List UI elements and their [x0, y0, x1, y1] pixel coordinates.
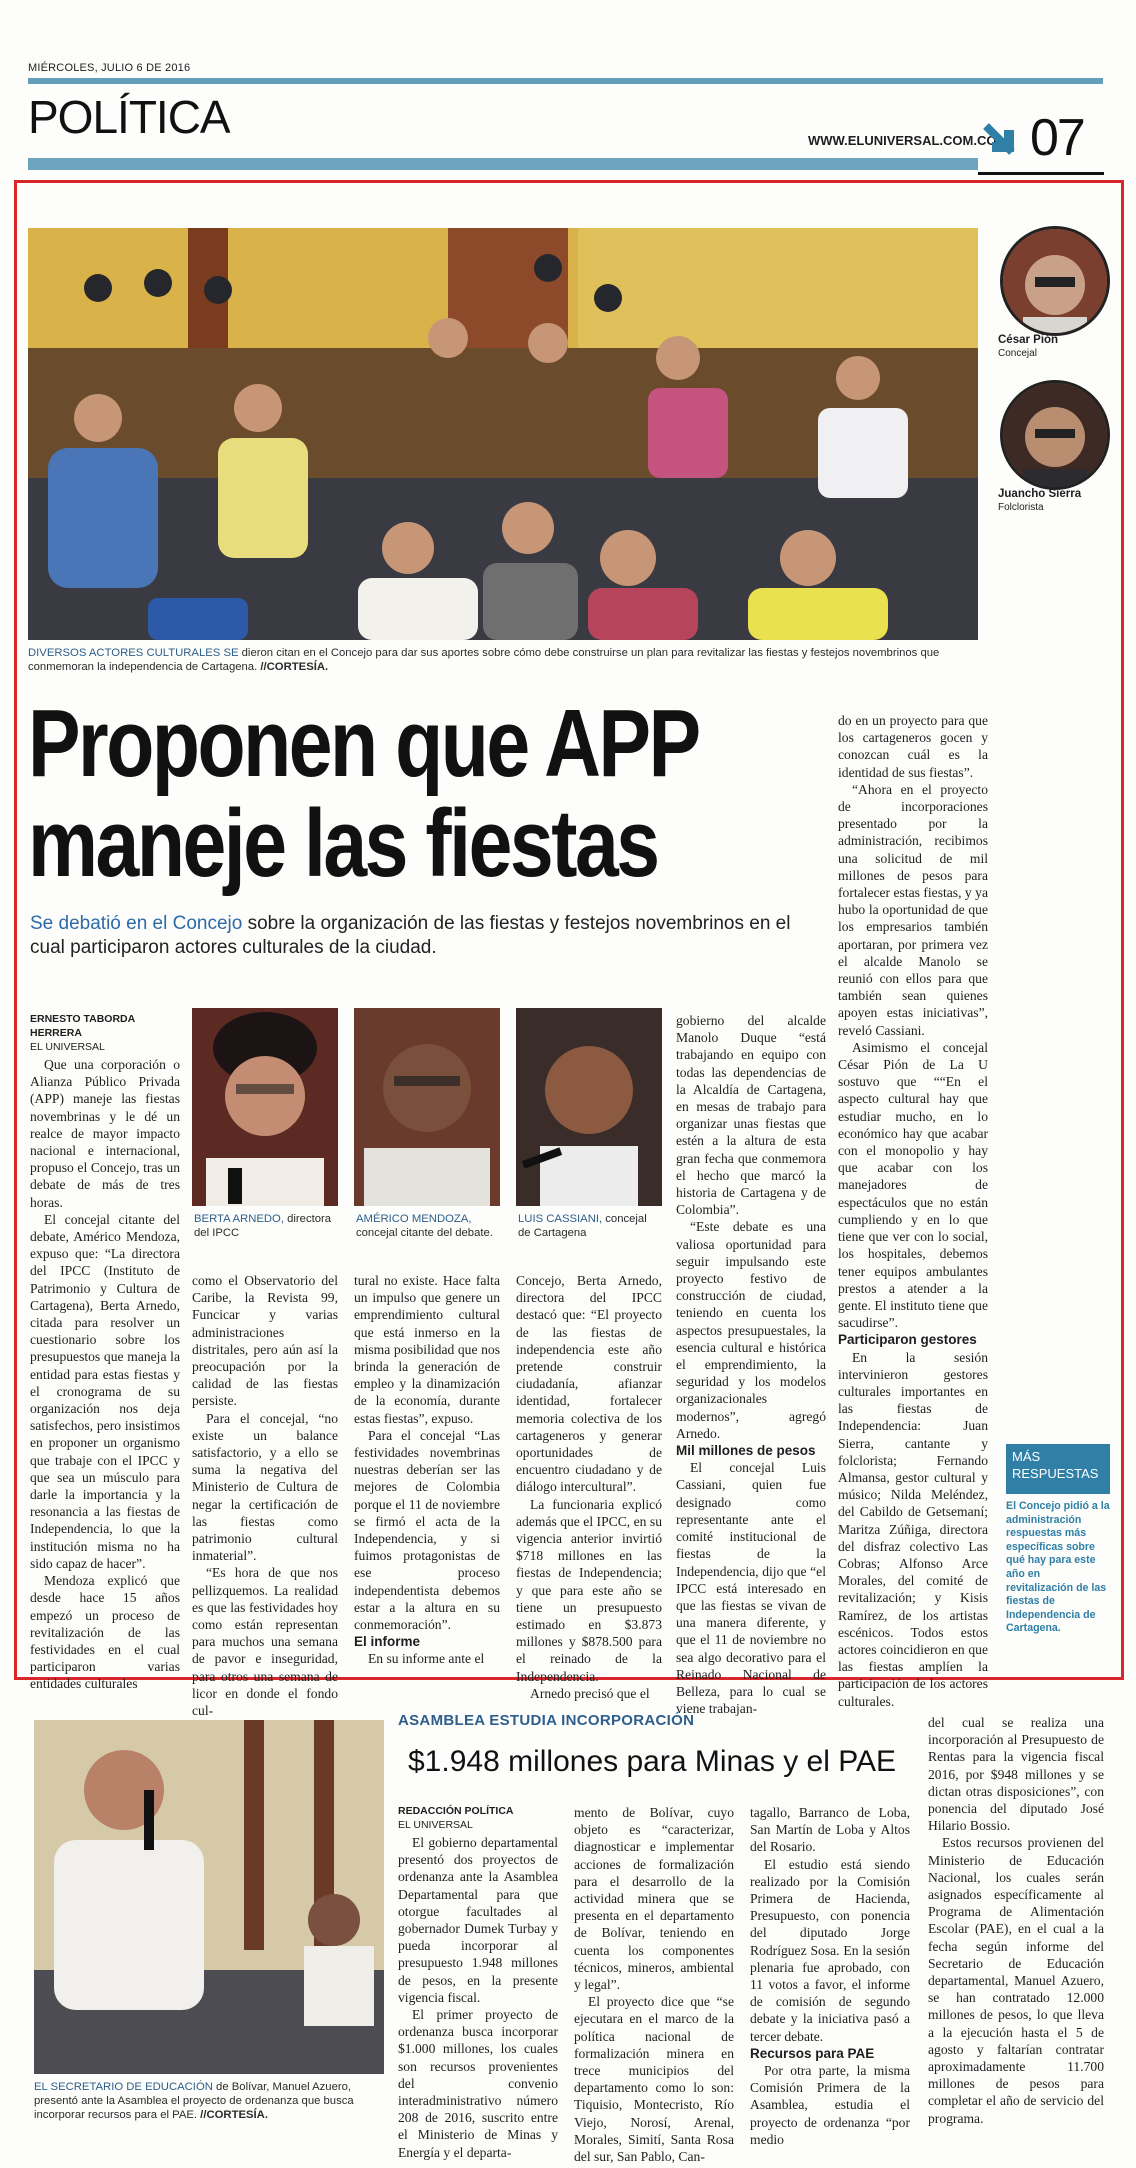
paragraph: tural no existe. Hace falta un impulso que genere un emprendimiento cultural que está inmerso en la misma posibilidad que nos brinda la generación de empleo y la dinamización de la economía, durante estas fiestas”, expuso.	[354, 1273, 500, 1426]
top-photo	[28, 228, 978, 640]
paragraph: Arnedo precisó que el	[530, 1685, 650, 1701]
paragraph: El primer proyecto de ordenanza busca incorporar $1.000 millones, los cuales son recursos provenientes del convenio interadministrativo número 208 de 2016, suscrito entre el Ministerio de Minas y Energía y el departa-	[398, 2007, 558, 2160]
subheading: El informe	[354, 1634, 421, 1650]
second-column-4	[928, 1714, 1104, 2127]
top-photo-caption	[28, 646, 978, 674]
portrait-role: concejal de Cartagena	[518, 1213, 647, 1239]
portrait-caption-3	[518, 1212, 662, 1240]
deck-lead: Se debatió en el Concejo	[30, 913, 243, 934]
portrait-berta-arnedo	[192, 1008, 338, 1206]
article-deck	[30, 912, 830, 960]
article-column-3	[354, 1272, 500, 1668]
caption-credit: //CORTESÍA.	[197, 2109, 268, 2121]
portrait-luis-cassiani	[516, 1008, 662, 1206]
paragraph: Por otra parte, la misma Comisión Primera de la Asamblea, estudia el proyecto de ordenanza “por medio	[750, 2063, 910, 2147]
headline-line-1: Proponen que APP	[28, 690, 699, 797]
sidebar-portrait-2	[1000, 380, 1110, 490]
article-column-5	[676, 1012, 826, 1717]
deck-text: sobre la organización de las fiestas y festejos novembrinos en el cual participaron actores culturales de la ciudad.	[30, 913, 791, 958]
paragraph: Estos recursos provienen del Ministerio de Educación Nacional, los cuales serán asignados específicamente al Programa de Alimentación Escolar (PAE), en el cual a la fecha según informe del Secretario de Educación departamental, Manuel Azuero, se han contratado 12.000 millones de pesos, lo que lleva a la ejecución hasta el 5 de agosto y faltarían contratar aproximadamente 11.700 millones de pesos para completar el año de servicio del programa.	[928, 1835, 1104, 2126]
sidebar-person-role-2: Folclorista	[998, 502, 1044, 513]
subheading: Recursos para PAE	[750, 2045, 875, 2061]
article-column-1	[30, 1012, 180, 1693]
outlet: EL UNIVERSAL	[30, 1041, 105, 1053]
portrait-illustration	[192, 1008, 338, 1206]
paragraph: mento de Bolívar, cuyo objeto es “caracterizar, diagnosticar e implementar acciones de formalización para el desarrollo de la actividad minera que se presenta en el departamento de Bolívar, teniendo en cuenta los componentes técnicos, mineros, ambiental y legal”.	[574, 1805, 734, 1993]
paragraph: El gobierno departamental presentó dos proyectos de ordenanza ante la Asamblea Departamental para que otorgue facultades al gobernador Dumek Turbay y pueda incorporar al presupuesto 1.948 millones de pesos, en la presente vigencia fiscal.	[398, 1835, 558, 2005]
more-answers-title-1: MÁS	[1012, 1449, 1041, 1464]
paragraph: El concejal Luis Cassiani, quien fue designado como representante ante el comité institucional de fiestas de la Independencia, dijo que “el IPCC está interesado en que las fiestas se vivan de una manera diferente, y que el 11 de noviembre no sea algo decorativo para el Reinado Nacional de Belleza, para lo cual se viene trabajan-	[676, 1460, 826, 1717]
portrait-caption-2	[356, 1212, 500, 1240]
second-byline: REDACCIÓN POLÍTICA	[398, 1805, 514, 1817]
paragraph: Concejo, Berta Arnedo, directora del IPCC destacó que: “El proyecto de las fiestas de independencia este año pretende construir ciudadanía, afianzar identidad, fortalecer memoria colectiva de los cartageneros y generar oportunidades de encuentro ciudadano y de diálogo intercultural”.	[516, 1273, 662, 1495]
portrait-role: concejal citante del debate.	[356, 1227, 493, 1239]
portrait-name: LUIS CASSIANI,	[518, 1213, 603, 1225]
sidebar-person-role-1: Concejal	[998, 348, 1037, 359]
portrait-illustration	[1003, 229, 1107, 333]
subheading: Participaron gestores	[838, 1332, 977, 1348]
caption-lead: DIVERSOS ACTORES CULTURALES SE	[28, 647, 239, 659]
second-column-1	[398, 1804, 558, 2161]
portrait-americo-mendoza	[354, 1008, 500, 1206]
portrait-illustration	[354, 1008, 500, 1206]
more-answers-title-2: RESPUESTAS	[1012, 1466, 1099, 1481]
second-kicker: ASAMBLEA ESTUDIA INCORPORACIÓN	[398, 1712, 695, 1729]
second-photo-caption	[34, 2080, 386, 2122]
paragraph: En la sesión intervinieron gestores culturales importantes en las fiestas de Independencia: Juan Sierra, cantante y folclorista; Fernando Almansa, gestor cultural y músico; Nilda Meléndez, del Cabildo de Getsemaní; Maritza Zúñiga, directora del disfraz colectivo Las Cobras; Alfonso Arce Morales, del comité de revitalización; y Kisis Ramírez, de los artistas escénicos. Todos estos actores coincidieron en que las fiestas amplíen la participación de los actores culturales.	[838, 1349, 988, 1709]
subheading: Mil millones de pesos	[676, 1443, 816, 1459]
portrait-role: directora del IPCC	[194, 1213, 332, 1239]
paragraph: como el Observatorio del Caribe, la Revista 99, Funcicar y varias administraciones distritales, pero aún así la preocupación por la calidad de las fiestas persiste.	[192, 1273, 338, 1409]
paragraph: El estudio está siendo realizado por la Comisión Primera de Hacienda, Presupuesto, con ponencia del diputado Jorge Rodríguez Sosa. En la sesión plenaria fue aprobado, con 11 votos a favor, el informe de comisión de segundo debate y la iniciativa pasó a tercer debate.	[750, 1856, 910, 2044]
article-column-6	[838, 712, 988, 1710]
sidebar-person-name-1: César Pión	[998, 334, 1059, 346]
more-answers-box	[1006, 1444, 1110, 1494]
paragraph: En su informe ante el	[368, 1651, 485, 1667]
paragraph: del cual se realiza una incorporación al Presupuesto de Rentas para la vigencia fiscal 2016, por $948 millones y se dictan otras disposiciones”, con ponencia del diputado José Hilario Bossio.	[928, 1715, 1104, 1834]
caption-credit: //CORTESÍA.	[257, 661, 329, 673]
paragraph: El proyecto dice que “se ejecutara en el marco de la política nacional de formalización minera en trece municipios del departamento como lo son: Tiquisio, Montecristo, Río Viejo, Norosí, Arenal, Morales, Simití, Santa Rosa del sur, San Pablo, Can-	[574, 1994, 734, 2165]
paragraph: gobierno del alcalde Manolo Duque “está trabajando en equipo con todas las dependencias de la Alcaldía de Cartagena, en mesas de trabajo para organizar unas fiestas que estén a la altura de esta gran fecha que conmemora el hecho que marcó la historia de Cartagena y de Colombia”.	[676, 1013, 826, 1218]
caption-text: dieron citan en el Concejo para dar sus aportes sobre cómo debe construirse un plan para revitalizar las fiestas y festejos novembrinos que conmemoran la independencia de Cartagena.	[28, 647, 940, 673]
paragraph: Para el concejal “Las festividades novembrinas nuestras deberían ser las mejores de Colombia porque el 11 de noviembre se firmó el acta de la Independencia, y si fuimos protagonistas de ese proceso independentista debemos estar a la altura en su conmemoración”.	[354, 1427, 500, 1633]
second-column-2	[574, 1804, 734, 2165]
article-column-2	[192, 1272, 338, 1719]
portrait-illustration	[1003, 383, 1107, 487]
page-number-box	[978, 109, 1104, 175]
portrait-caption-1	[194, 1212, 338, 1240]
portrait-name: AMÉRICO MENDOZA,	[356, 1213, 472, 1225]
paragraph: La funcionaria explicó además que el IPCC, en su vigencia anterior invirtió $718 millones en las fiestas de Independencia; y que para este año se tiene un presupuesto estimado en $3.873 millones y $878.500 para el reinado de la Independencia.	[516, 1496, 662, 1684]
caption-lead: EL SECRETARIO DE EDUCACIÓN	[34, 2081, 213, 2093]
article-column-4	[516, 1272, 662, 1702]
paragraph: tagallo, Barranco de Loba, San Martín de Loba y Altos del Rosario.	[750, 1805, 910, 1855]
paragraph: “Este debate es una valiosa oportunidad para seguir impulsando este proyecto festivo de construcción de ciudad, teniendo en cuenta los aspectos presupuestales, la esencia cultural e histórica el emprendimiento, la seguridad y los modelos organizacionales modernos”, agregó Arnedo.	[676, 1219, 826, 1441]
second-photo	[34, 1720, 384, 2074]
sidebar-person-name-2: Juancho Sierra	[998, 488, 1082, 500]
more-answers-text: El Concejo pidió a la administración respuestas más específicas sobre qué hay para este año en revitalización de las fiestas de Independencia de Cartagena.	[1006, 1500, 1110, 1635]
sidebar-portrait-1	[1000, 226, 1110, 336]
paragraph: Mendoza explicó que desde hace 15 años empezó un proceso de revitalización de las festividades en el cual participaron varias entidades culturales	[30, 1573, 180, 1692]
caption-text: de Bolívar, Manuel Azuero, presentó ante la Asamblea el proyecto de ordenanza que busca incorporar recursos para el PAE.	[34, 2081, 354, 2121]
paragraph: El concejal citante del debate, Américo Mendoza, expuso que: “La directora del IPCC (Instituto de Patrimonio y Cultura de Cartagena), Berta Arnedo, citada para resolver un cuestionario sobre los presupuestos que maneja la entidad para estas fiestas y el cronograma de su organización nos deja satisfechos, pero insistimos en proponer un organismo que trabaje con el IPCC y que sea un músculo para darle la importancia y la resonancia a las fiestas de Independencia, lo que la institución misma no ha sido capaz de hacer”.	[30, 1211, 180, 1571]
second-column-3	[750, 1804, 910, 2148]
paragraph: “Es hora de que nos pellizquemos. La realidad es que las festividades hoy como están representan para muchos una semana de pavor e inseguridad, para otros una semana de licor en donde el fondo cul-	[192, 1565, 338, 1719]
page-number: 07	[1030, 109, 1084, 167]
paragraph: Para el concejal, “no existe un balance satisfactorio, y a ello se suma la negativa del Ministerio de Cultura de negar la certificación de las fiestas como patrimonio cultural inmaterial”.	[192, 1410, 338, 1564]
headline-line-2: maneje las fiestas	[28, 790, 658, 897]
section-title: POLÍTICA	[28, 91, 230, 143]
official-speaking-illustration	[34, 1720, 384, 2074]
edition-date: MIÉRCOLES, JULIO 6 DE 2016	[28, 62, 191, 74]
down-right-arrow-icon	[982, 118, 1024, 160]
paragraph: Que una corporación o Alianza Público Privada (APP) maneje las fiestas novembrinas y le dé un realce de mayor impacto nacional e internacional, propuso el Concejo, tras un debate de más de tres horas.	[30, 1057, 180, 1210]
portrait-illustration	[516, 1008, 662, 1206]
paragraph: “Ahora en el proyecto de incorporaciones presentado por la administración, recibimos una solicitud de mil millones de pesos para fortalecer estas fiestas, y ya hubo la oportunidad de que los empresarios también aportaran, por primera vez el alcalde Manolo se reunió con ellos para que también sean quienes apoyen estas iniciativas”, reveló Cassiani.	[838, 781, 988, 1038]
byline: ERNESTO TABORDA HERRERA	[30, 1013, 135, 1039]
masthead-bottom-rule	[28, 158, 978, 170]
portrait-name: BERTA ARNEDO,	[194, 1213, 284, 1225]
second-headline: $1.948 millones para Minas y el PAE	[408, 1745, 897, 1778]
council-session-illustration	[28, 228, 978, 640]
paragraph: do en un proyecto para que los cartageneros gocen y conozcan cuál es la identidad de sus fiestas”.	[838, 713, 988, 780]
headline	[28, 690, 709, 897]
website-url: WWW.ELUNIVERSAL.COM.CO	[808, 133, 997, 148]
paragraph: Asimismo el concejal César Pión de La U sostuvo que ““En el aspecto cultural hay que estudiar mucho, en lo económico hay que acabar con el monopolio y hay que acabar con los manejadores de espectáculos que no están cumpliendo y en lo que tiene que ver con lo social, los hospitales, debemos tener equipos ambulantes prestos a atender a la gente. El instituto tiene que sacudirse”.	[838, 1039, 988, 1331]
masthead-rule	[28, 78, 1103, 84]
second-outlet: EL UNIVERSAL	[398, 1819, 473, 1831]
